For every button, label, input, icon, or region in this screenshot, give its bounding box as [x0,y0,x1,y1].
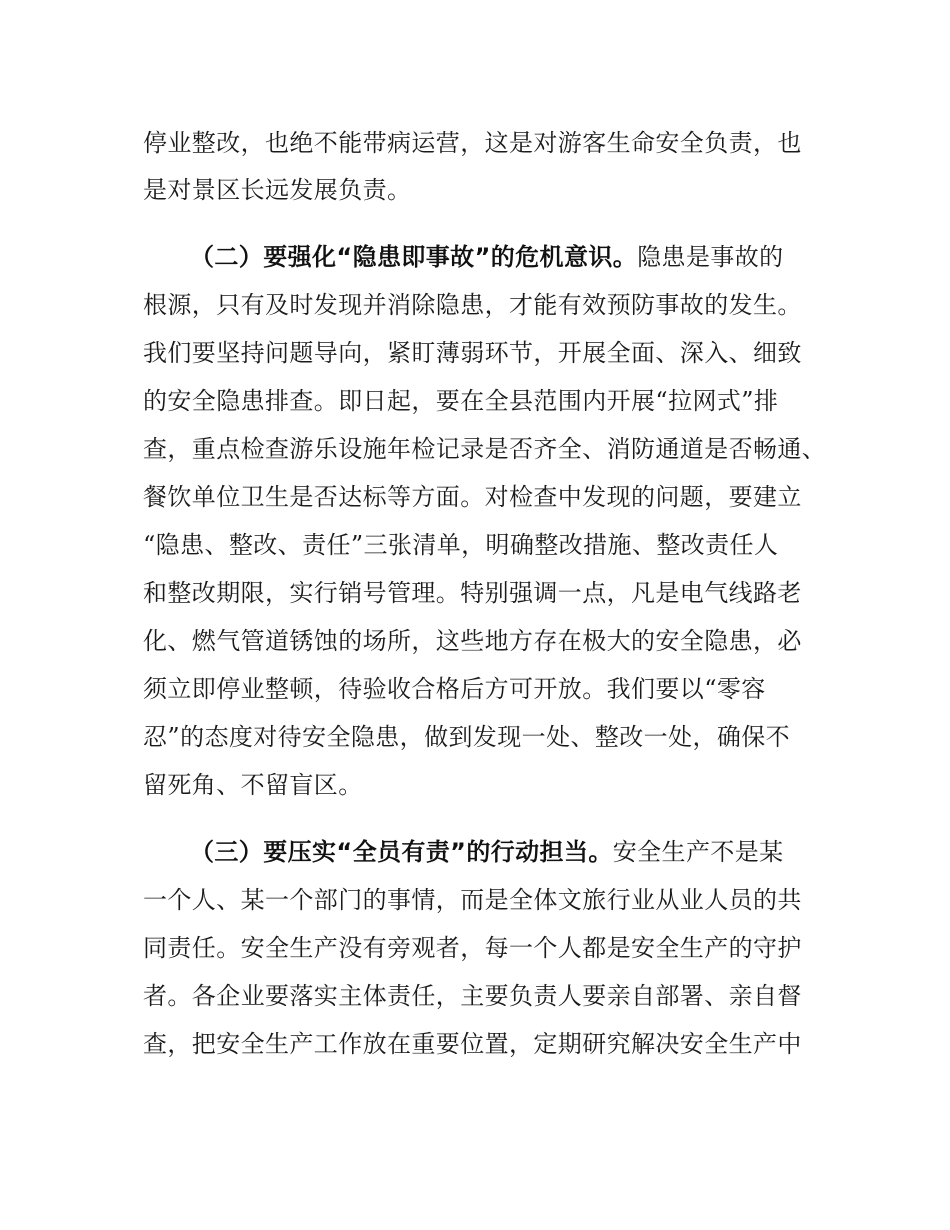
text-line: 的安全隐患排查。即日起，要在全县范围内开展“拉网式”排 [143,387,779,415]
text-line: 同责任。安全生产没有旁观者，每一个人都是安全生产的守护 [143,934,802,962]
text-line: 是对景区长远发展负责。 [143,176,412,204]
section-heading: （二）要强化“隐患即事故”的危机意识。 [190,243,638,271]
text-line: 者。各企业要落实主体责任，主要负责人要亲自部署、亲自督 [143,982,802,1010]
paragraph-first-line [190,832,784,872]
text-line: 查，重点检查游乐设施年检记录是否齐全、消防通道是否畅通、 [143,435,827,463]
text-line: “隐患、整改、责任”三张清单，明确整改措施、整改责任人 [143,531,779,559]
text-span: 隐患是事故的 [637,243,784,271]
text-line: 须立即停业整顿，待验收合格后方可开放。我们要以“零容 [143,675,766,703]
text-line: 餐饮单位卫生是否达标等方面。对检查中发现的问题，要建立 [143,483,802,511]
text-line: 根源，只有及时发现并消除隐患，才能有效预防事故的发生。 [143,291,802,319]
text-line: 查，把安全生产工作放在重要位置，定期研究解决安全生产中 [143,1030,802,1058]
text-line: 留死角、不留盲区。 [143,771,363,799]
text-line: 和整改期限，实行销号管理。特别强调一点，凡是电气线路老 [143,579,802,607]
section-heading: （三）要压实“全员有责”的行动担当。 [190,838,613,866]
paragraph-first-line [190,237,784,277]
text-line: 停业整改，也绝不能带病运营，这是对游客生命安全负责，也 [143,129,802,157]
text-line: 我们要坚持问题导向，紧盯薄弱环节，开展全面、深入、细致 [143,339,802,367]
text-line: 化、燃气管道锈蚀的场所，这些地方存在极大的安全隐患，必 [143,627,802,655]
text-span: 安全生产不是某 [612,838,784,866]
text-line: 忍”的态度对待安全隐患，做到发现一处、整改一处，确保不 [143,723,791,751]
text-line: 一个人、某一个部门的事情，而是全体文旅行业从业人员的共 [143,886,802,914]
